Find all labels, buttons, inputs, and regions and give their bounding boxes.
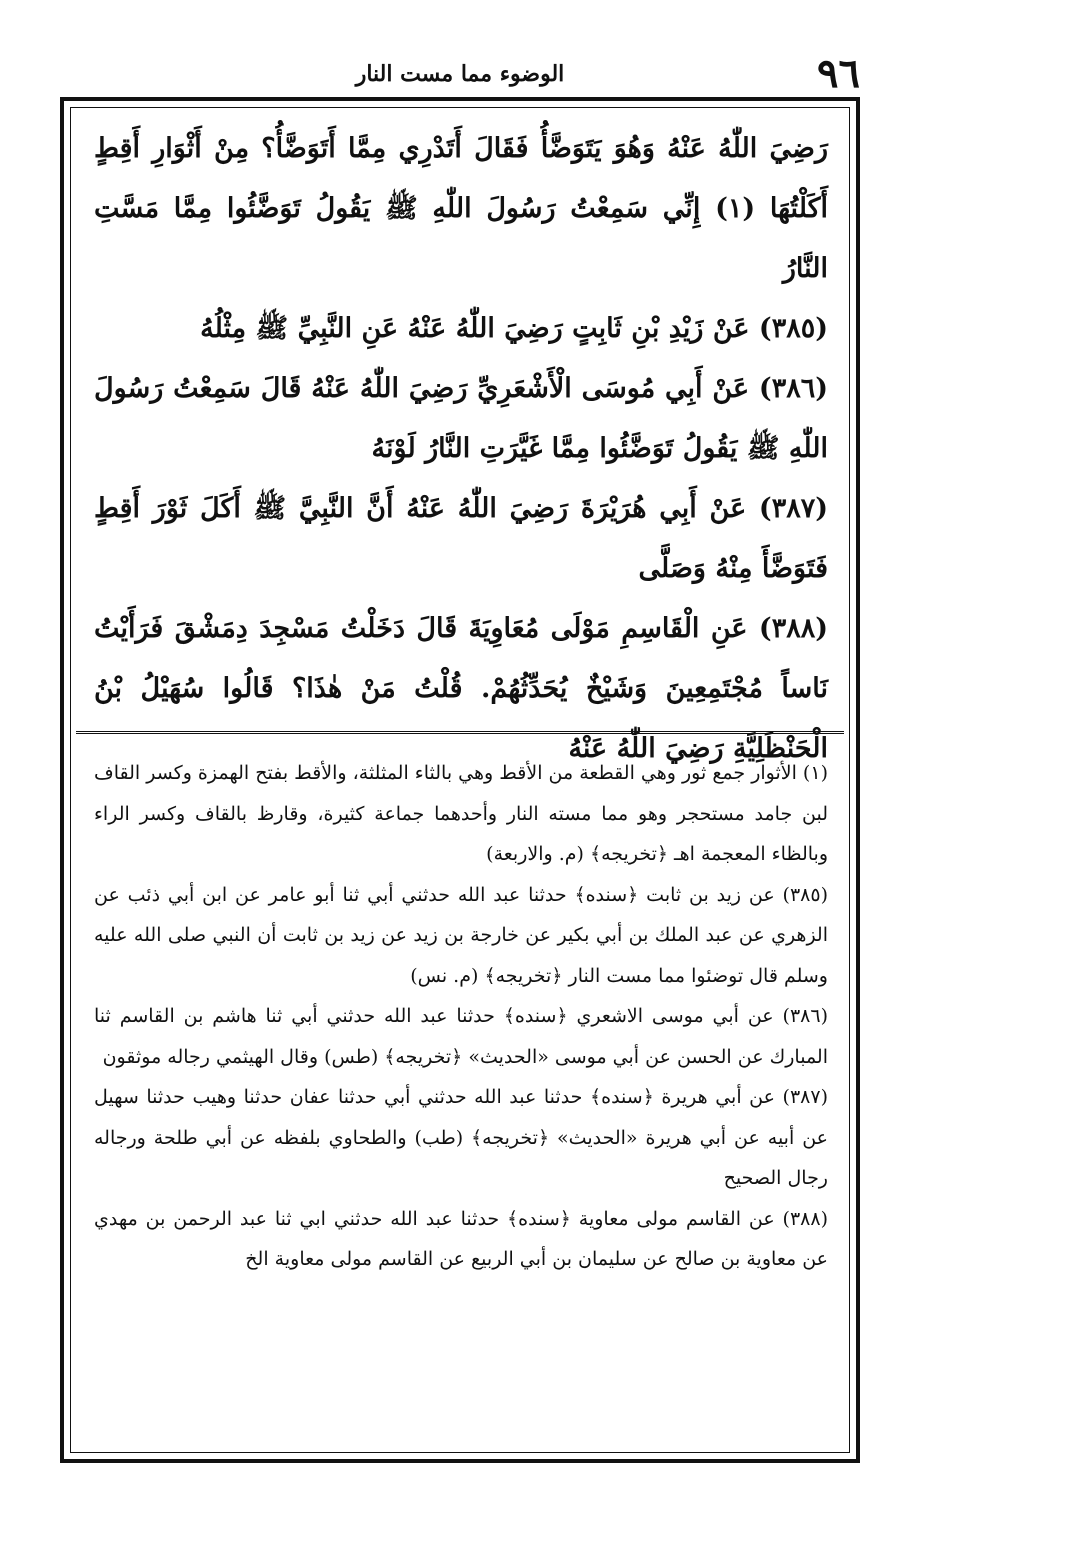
footnote-entry: (٣٨٧) عن أبي هريرة ﴿سنده﴾ حدثنا عبد الله حدثني أبي حدثنا عفان حدثنا وهيب حدثنا سهيل عن أبيه عن أبي هريرة «الحديث» ﴿تخريجه﴾ (طب) والطحاوي بلفظه عن أبي طلحة ورجاله رجال الصحيح (94, 1086, 828, 1189)
hadith-paragraph: (٣٨٨) عَنِ الْقَاسِمِ مَوْلَى مُعَاوِيَةَ قَالَ دَخَلْتُ مَسْجِدَ دِمَشْقَ فَرَأَيْتُ نَاساً مُجْتَمِعِينَ وَشَيْخٌ يُحَدِّثُهُمْ. قُلْتُ مَنْ هٰذَا؟ قَالُوا سُهَيْلُ بْنُ الْحَنْظَلِيَّةِ رَضِيَ اللّٰهُ عَنْهُ (94, 613, 828, 764)
hadith-paragraph: (٣٨٥) عَنْ زَيْدِ بْنِ ثَابِتٍ رَضِيَ اللّٰهُ عَنْهُ عَنِ النَّبِيِّ ﷺ مِثْلُهُ (200, 313, 828, 344)
page-header (60, 50, 860, 98)
footnote-separator (76, 731, 844, 734)
hadith-paragraph: (٣٨٧) عَنْ أَبِي هُرَيْرَةَ رَضِيَ اللّٰهُ عَنْهُ أَنَّ النَّبِيَّ ﷺ أَكَلَ ثَوْرَ أَقِطٍ فَتَوَضَّأَ مِنْهُ وَصَلَّى (94, 493, 828, 584)
running-title: الوضوء مما مست النار (355, 61, 565, 87)
footnote-entry: (٣٨٥) عن زيد بن ثابت ﴿سنده﴾ حدثنا عبد الله حدثني أبي ثنا أبو عامر عن ابن أبي ذئب عن الزهري عن عبد الملك بن أبي بكير عن خارجة بن زيد عن زيد بن ثابت أن النبي صلى الله عليه وسلم قال توضئوا مما مست النار ﴿تخريجه﴾ (م. نس) (94, 883, 828, 987)
page-number: ٩٦ (817, 50, 860, 97)
hadith-paragraph: (٣٨٦) عَنْ أَبِي مُوسَى الْأَشْعَرِيِّ رَضِيَ اللّٰهُ عَنْهُ قَالَ سَمِعْتُ رَسُولَ اللّٰهِ ﷺ يَقُولُ تَوَضَّئُوا مِمَّا غَيَّرَتِ النَّارُ لَوْنَهُ (94, 373, 828, 464)
hadith-main-text (94, 119, 828, 764)
hadith-paragraph: رَضِيَ اللّٰهُ عَنْهُ وَهُوَ يَتَوَضَّأُ فَقَالَ أَتَدْرِي مِمَّا أَتَوَضَّأُ؟ مِنْ أَثْوَارِ أَقِطٍ أَكَلْتُهَا (١) إِنِّي سَمِعْتُ رَسُولَ اللّٰهِ ﷺ يَقُولُ تَوَضَّئُوا مِمَّا مَسَّتِ النَّارُ (94, 133, 828, 284)
footnote-entry: (١) الأثوار جمع ثور وهي القطعة من الأقط وهي بالثاء المثلثة، والأقط بفتح الهمزة وكسر القاف لبن جامد مستحجر وهو مما مسته النار وأحدهما جماعة كثيرة، وقارظ بالقاف وكسر الراء وبالظاء المعجمة اهـ ﴿تخريجه﴾ (م. والاربعة) (94, 762, 828, 865)
page-frame (60, 97, 860, 1463)
footnotes-section (94, 753, 828, 1280)
footnote-entry: (٣٨٨) عن القاسم مولى معاوية ﴿سنده﴾ حدثنا عبد الله حدثني ابي ثنا عبد الرحمن بن مهدي عن معاوية بن صالح عن سليمان بن أبي الربيع عن القاسم مولى معاوية الخ (94, 1207, 828, 1270)
footnote-entry: (٣٨٦) عن أبي موسى الاشعري ﴿سنده﴾ حدثنا عبد الله حدثني أبي ثنا هاشم بن القاسم ثنا المبارك عن الحسن عن أبي موسى «الحديث» ﴿تخريجه﴾ (طس) وقال الهيثمي رجاله موثقون (94, 1005, 828, 1068)
